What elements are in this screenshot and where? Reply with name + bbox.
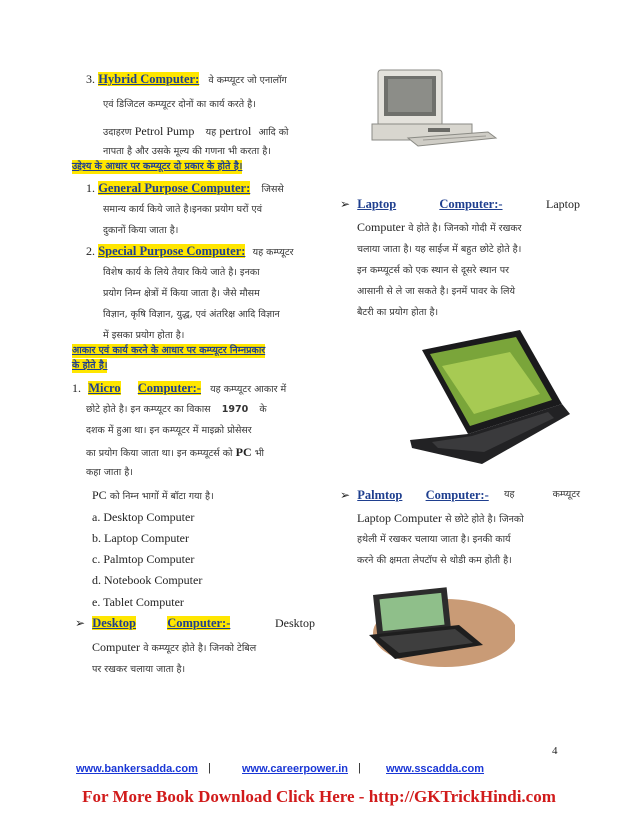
micro-title: Micro	[88, 381, 121, 395]
computer-type-item: c. Palmtop Computer	[92, 552, 195, 566]
section-heading: के होते है।	[72, 360, 108, 371]
general-text-line: जिससे	[261, 184, 284, 195]
micro-num: 1.	[72, 381, 81, 395]
special-text-line: प्रयोग निम्न क्षेत्रों में किया जाता है। जैसे मौसम	[103, 288, 260, 299]
micro-word: के	[259, 404, 267, 415]
separator: |	[208, 762, 211, 774]
laptop-text-line: इन कम्प्यूटर्स को एक स्थान से दूसरे स्थान पर	[357, 265, 509, 276]
computer-type-item: d. Notebook Computer	[92, 573, 203, 587]
hybrid-title: Hybrid Computer:	[98, 72, 200, 86]
palmtop-text-line: करने की क्षमता लेपटॉप से थोडी कम होती है।	[357, 555, 512, 566]
palmtop-text-line: हथेली में रखकर चलाया जाता है। इनकी कार्य	[357, 534, 511, 545]
special-text-line: विशेष कार्य के लिये तैयार किये जाते है। इनका	[103, 267, 260, 278]
special-num: 2.	[86, 244, 95, 258]
separator: |	[358, 762, 361, 774]
palmtop-title: Computer:-	[425, 488, 489, 502]
desktop-title: Computer:-	[167, 616, 231, 630]
desktop-word: Desktop	[275, 616, 315, 630]
pc-intro	[92, 488, 214, 504]
palmtop-word: से छोटे होते है। जिनको	[445, 514, 524, 525]
micro-entry	[72, 381, 286, 397]
desktop-text-line: पर रखकर चलाया जाता है।	[92, 664, 186, 675]
laptop-text-line: चलाया जाता है। यह साईज में बहुत छोटे होते है।	[357, 244, 522, 255]
hybrid-word: आदि को	[258, 127, 289, 138]
laptop-text-line	[357, 220, 522, 236]
arrow-bullet-icon: ➢	[340, 488, 351, 502]
special-entry	[86, 244, 294, 260]
laptop-word: Computer	[357, 220, 405, 234]
hybrid-text-line	[103, 124, 289, 140]
general-text-line: समान्य कार्य किये जाते है।इनका प्रयोग घरों एवं	[103, 204, 263, 215]
laptop-word: वे होते है। जिनको गोदी में रखकर	[408, 223, 522, 234]
palmtop-title: Palmtop	[357, 488, 403, 502]
hybrid-text-line: वे कम्प्यूटर जो एनालॉग	[208, 75, 287, 86]
micro-text-line: यह कम्प्यूटर आकार में	[210, 384, 287, 395]
palmtop-word: कम्प्यूटर	[552, 489, 580, 500]
special-title: Special Purpose Computer:	[98, 244, 246, 258]
laptop-text-line: बैटरी का प्रयोग होता है।	[357, 307, 439, 318]
promo-download-link[interactable]: For More Book Download Click Here - http://GKTrickHindi.com	[82, 787, 556, 806]
micro-text-line: दशक में हुआ था। इन कम्प्यूटर में माइक्रो प्रोसेसर	[86, 425, 252, 436]
page-number: 4	[552, 745, 558, 757]
laptop-word: Laptop	[546, 197, 580, 211]
hybrid-num: 3.	[86, 72, 95, 86]
special-text-line: में इसका प्रयोग होता है।	[103, 330, 185, 341]
general-title: General Purpose Computer:	[98, 181, 251, 195]
special-text-line: यह कम्प्यूटर	[252, 247, 294, 258]
computer-type-item: e. Tablet Computer	[92, 595, 184, 609]
hybrid-entry	[86, 72, 287, 88]
general-num: 1.	[86, 181, 95, 195]
desktop-text-line	[92, 640, 256, 656]
desktop-title: Desktop	[92, 616, 137, 630]
hybrid-word: उदाहरण	[103, 127, 132, 138]
micro-word: भी	[254, 448, 264, 459]
computer-type-item: a. Desktop Computer	[92, 510, 195, 524]
desktop-computer-image	[368, 66, 498, 148]
section-heading: उद्देश्य के आधार पर कम्प्यूटर दो प्रकार के होते है।	[72, 161, 243, 172]
special-text-line: विज्ञान, कृषि विज्ञान, युद्ध, एवं अंतरिक्ष आदि विज्ञान	[103, 309, 280, 320]
micro-title: Computer:-	[137, 381, 201, 395]
palmtop-image	[355, 585, 515, 670]
micro-text-line: कहा जाता है।	[86, 467, 133, 478]
laptop-text-line: आसानी से ले जा सकते है। इनमें पावर के लिये	[357, 286, 516, 297]
laptop-image	[402, 330, 572, 470]
careerpower-link[interactable]: www.careerpower.in	[242, 763, 348, 775]
pc-word: PC	[92, 488, 107, 502]
bankersadda-link[interactable]: www.bankersadda.com	[76, 763, 198, 775]
pc-word: को निम्न भागों में बॉटा गया है।	[109, 491, 214, 502]
micro-word: छोटे होते है। इन कम्प्यूटर का विकास	[86, 404, 211, 415]
laptop-entry	[340, 197, 580, 213]
desktop-word: Computer	[92, 640, 140, 654]
hybrid-text-line: एवं डिजिटल कम्प्यूटर दोनों का कार्य करते है।	[103, 99, 256, 110]
palmtop-text-line	[357, 511, 524, 527]
arrow-bullet-icon: ➢	[340, 197, 351, 211]
laptop-title: Laptop	[357, 197, 397, 211]
hybrid-word: Petrol Pump	[134, 124, 195, 138]
palmtop-entry	[340, 488, 580, 504]
general-entry	[86, 181, 284, 197]
palmtop-word: यह	[504, 489, 515, 500]
micro-text-line	[86, 403, 267, 417]
computer-type-item: b. Laptop Computer	[92, 531, 189, 545]
section-heading: आकार एवं कार्य करने के आधार पर कम्प्यूटर निम्नप्रकार	[72, 345, 266, 356]
hybrid-word: यह	[205, 127, 217, 138]
desktop-word: वे कम्प्यूटर होते है। जिनको टेबिल	[143, 643, 257, 654]
micro-word: का प्रयोग किया जाता था। इन कम्प्यूटर्स को	[86, 448, 233, 459]
general-text-line: दुकानों किया जाता है।	[103, 225, 179, 236]
desktop-entry	[75, 616, 315, 632]
hybrid-text-line: नापता है और उसके मूल्य की गणना भी करता है।	[103, 146, 271, 157]
palmtop-word: Laptop Computer	[357, 511, 442, 525]
laptop-title: Computer:-	[439, 197, 503, 211]
hybrid-word: pertrol	[219, 124, 252, 138]
arrow-bullet-icon: ➢	[75, 616, 86, 630]
sscadda-link[interactable]: www.sscadda.com	[386, 763, 485, 775]
micro-word: 1970	[221, 404, 249, 415]
micro-word: PC	[235, 445, 252, 459]
micro-text-line	[86, 445, 264, 461]
